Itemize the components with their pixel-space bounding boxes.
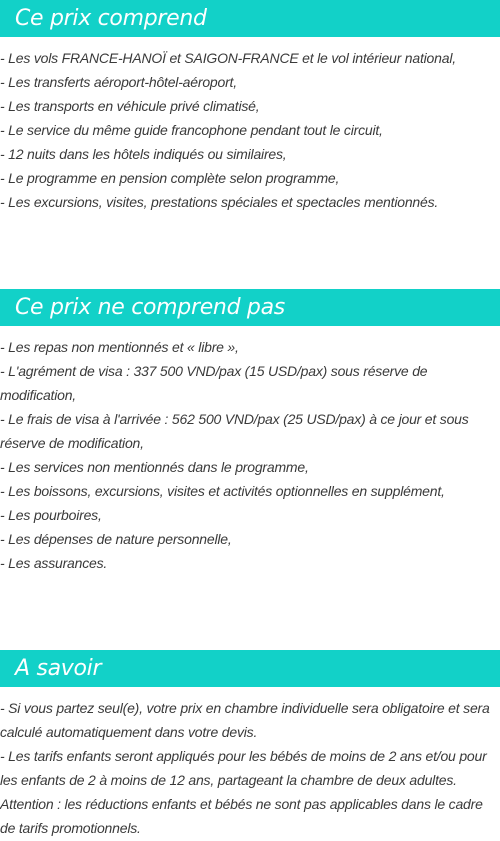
list-item: - Les excursions, visites, prestations spéciales et spectacles mentionnés. (0, 194, 439, 210)
list-price-excludes (0, 335, 500, 575)
section-title-price-excludes: Ce prix ne comprend pas (0, 289, 500, 326)
list-item: - Les assurances. (0, 555, 108, 571)
list-item: - L'agrément de visa : 337 500 VND/pax (15 USD/pax) sous réserve de modification, (0, 363, 428, 403)
list-item: - Les boissons, excursions, visites et activités optionnelles en supplément, (0, 483, 445, 499)
list-item: - Les services non mentionnés dans le programme, (0, 459, 309, 475)
list-item: - Les transferts aéroport-hôtel-aéroport, (0, 74, 237, 90)
list-item: - Si vous partez seul(e), votre prix en chambre individuelle sera obligatoire et sera calculé automatiquement dans votre devis. (0, 700, 490, 740)
list-price-includes (0, 46, 500, 214)
list-item: - Les pourboires, (0, 507, 102, 523)
list-item: - Les tarifs enfants seront appliqués pour les bébés de moins de 2 ans et/ou pour les enfants de 2 à moins de 12 ans, partageant la chambre de deux adultes. (0, 748, 487, 788)
list-good-to-know (0, 696, 500, 840)
list-item: - Les vols FRANCE-HANOÏ et SAIGON-FRANCE et le vol intérieur national, (0, 50, 456, 66)
list-item: - Les dépenses de nature personnelle, (0, 531, 232, 547)
list-item: - Le frais de visa à l'arrivée : 562 500 VND/pax (25 USD/pax) à ce jour et sous réserve de modification, (0, 411, 469, 451)
list-item: - Les repas non mentionnés et « libre », (0, 339, 239, 355)
list-item: - 12 nuits dans les hôtels indiqués ou similaires, (0, 146, 287, 162)
list-item: - Le programme en pension complète selon programme, (0, 170, 340, 186)
list-item: - Le service du même guide francophone pendant tout le circuit, (0, 122, 383, 138)
section-title-good-to-know: A savoir (0, 650, 500, 687)
section-title-price-includes: Ce prix comprend (0, 0, 500, 37)
section-price-excludes (0, 289, 500, 575)
list-item: - Les transports en véhicule privé climatisé, (0, 98, 260, 114)
section-good-to-know (0, 650, 500, 840)
list-item: Attention : les réductions enfants et bébés ne sont pas applicables dans le cadre de tarifs promotionnels. (0, 796, 483, 836)
section-price-includes (0, 0, 500, 214)
